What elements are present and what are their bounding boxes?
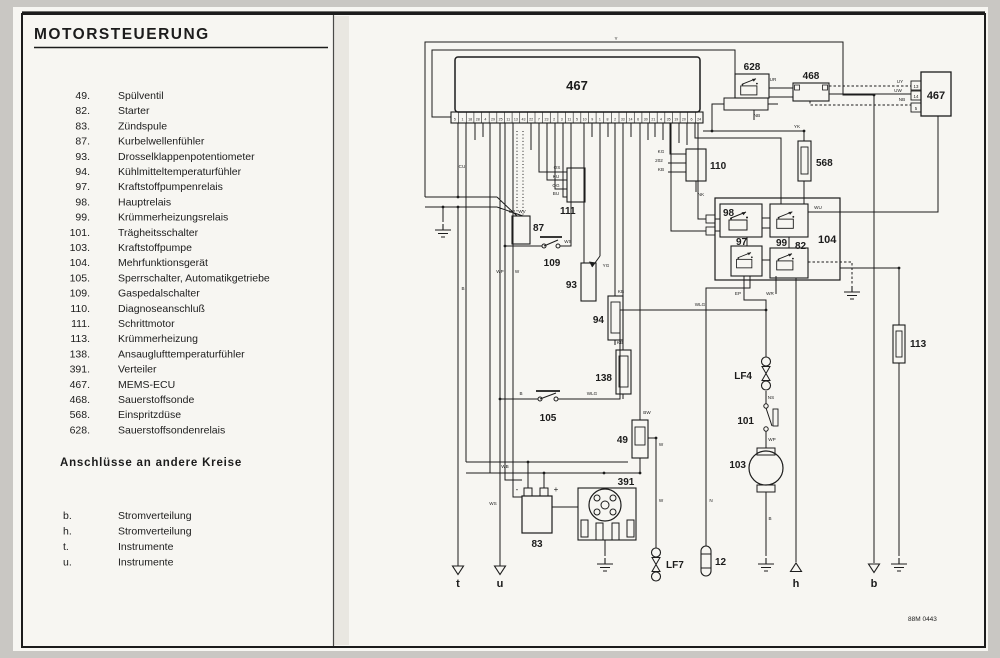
legend-item-number: 138. [69,348,90,361]
wire-label: OG [552,183,560,188]
ecu-pin-number: 25 [498,117,503,122]
cross-ref-key: b. [63,510,72,522]
connector-12-label: 12 [715,557,727,568]
wire-label: BW [643,410,651,415]
wire-label: WS [489,501,497,506]
fuse-lf7-label: LF7 [666,560,684,571]
legend-item-label: Trägheitsschalter [118,226,199,239]
wire-label: 13 [913,84,919,89]
wire-label: WS [564,239,572,244]
legend-item-number: 94. [75,166,90,178]
ecu-pin-number: 13 [513,117,518,122]
starter-label: 82 [795,241,807,252]
terminal-b: b [870,578,878,590]
wire-label: OS [553,165,561,170]
ecu-pin-number: 10 [582,117,587,122]
fuel-pump-label: 103 [729,460,746,471]
legend-item-number: 110. [70,302,90,315]
ecu-pin-number: 5 [576,117,578,122]
fold-shadow [334,16,349,645]
terminal-t: t [456,578,460,590]
wire-label: W [514,269,520,274]
legend-item-label: Ansauglufttemperaturfühler [118,348,245,361]
legend-item-label: Sperrschalter, Automatikgetriebe [118,272,270,285]
legend-item-label: Gaspedalschalter [118,287,200,300]
purge-label: 49 [616,435,628,446]
legend-item-label: Mehrfunktionsgerät [118,257,208,270]
legend-item-number: 391. [69,363,90,376]
ecu-pin-number: 7 [537,117,540,122]
ecu-pin-number: 35 [666,117,671,122]
legend-item-number: 105. [69,272,90,285]
ecu-pin-number: 6 [690,117,693,122]
wire-label: UR [769,77,777,82]
ecu-label: 467 [566,78,588,93]
wire-label: NS [767,395,775,400]
ecu-pin-number: 20 [681,117,686,122]
legend-item-label: Verteiler [118,363,157,376]
drawing-number: 88M 0443 [908,616,937,623]
wire-label: KB [617,289,625,294]
ecu-pin-number: 21 [651,117,656,122]
legend-item-number: 83. [75,120,90,133]
legend-item-number: 93. [75,150,90,163]
wire-label: - [515,485,519,494]
terminal-u: u [496,578,504,590]
cross-refs-heading: Anschlüsse an andere Kreise [60,457,243,469]
ecu-pin-number: 19 [674,117,679,122]
legend-item-number: 111. [71,318,90,330]
wire-label: WB [501,464,509,469]
cross-ref-key: u. [63,556,72,569]
legend-item-label: Kraftstoffpumpenrelais [118,181,223,194]
legend-item-number: 628. [69,424,90,437]
ecu-pin-number: 5 [453,117,456,122]
ecu-pin-number: 30 [643,117,648,122]
throttle-label: 93 [565,280,577,291]
cross-ref-key: h. [63,525,72,538]
page-title: MOTORSTEUERUNG [34,26,210,43]
legend-item-number: 87. [75,135,90,148]
legend-item-label: Sauerstoffsonde [118,394,195,406]
wire-label: UP [508,209,516,214]
ecu-pin-number: 6 [637,117,640,122]
legend-item-label: Diagnoseanschluß [118,302,205,315]
ecu-pin-number: 9 [591,117,594,122]
cross-ref-label: Instrumente [118,556,174,569]
wire-label: BU [552,191,560,196]
crank-label: 87 [533,223,545,234]
wire-label: YK [793,124,801,129]
ecu-pin-number: 33 [620,117,625,122]
manifold-relay-label: 99 [776,238,788,249]
wire-label: KG [657,149,665,154]
legend-item-number: 103. [69,242,90,254]
wire-label: WLG [586,391,598,396]
wire-label: CU [458,164,466,169]
injector-label: 568 [816,158,833,169]
wire-label: WP [496,269,504,274]
ecu-pin-number: 24 [697,117,702,122]
ecu-pin-number: 2 [614,117,617,122]
wire-label: B [768,516,772,521]
ecu-pin-number: 4 [484,117,487,122]
pump-relay-label: 97 [736,237,748,248]
terminal-h: h [792,578,800,590]
pedal-label: 109 [543,258,561,269]
wire-label: N [709,498,713,503]
legend-item-label: Zündspule [118,120,168,133]
ecu-pin-number: 1 [598,117,601,122]
coolant-label: 94 [592,315,604,326]
wire-label: W [658,498,664,503]
wire-label: WU [814,205,822,210]
stepper-label: 111 [560,206,576,217]
legend-item-label: Starter [118,105,150,118]
wire-label: 202 [655,158,663,163]
ecu-pin-number: 43 [521,117,526,122]
wire-label: WV [518,209,526,214]
cross-ref-key: t. [63,541,69,553]
legend-item-label: Kurbelwellenfühler [118,135,205,148]
ecu-pin-number: 28 [475,117,480,122]
fuse-lf4-label: LF4 [734,371,752,382]
legend-item-number: 568. [69,409,90,422]
legend-item-label: Hauptrelais [118,196,172,209]
inhibit-label: 105 [539,413,557,424]
wire-label: + [553,485,559,494]
ecu-pin-number: 4 [660,117,662,122]
wire-label: 5 [914,106,918,111]
wire-label: NK [697,192,705,197]
ecu-pin-number: 8 [606,117,609,122]
wire-label: WLG [694,302,706,307]
ecu-pin-number: 22 [529,117,534,122]
legend-item-number: 99. [75,211,90,224]
ecu-pin-number: 2 [553,117,556,122]
wire-label: 14 [913,94,919,99]
inertia-switch-label: 101 [737,416,754,427]
ecu-pin-number: 3 [560,117,563,122]
main-relay-label: 98 [723,208,735,219]
ecu-pin-number: 18 [468,117,473,122]
legend-item-number: 467. [69,378,90,391]
coil-label: 83 [531,539,543,550]
ecu-connector-label: 467 [926,90,946,102]
ecu-pin-number: 1 [461,117,464,122]
legend-item-number: 98. [75,196,90,209]
legend-item-number: 113. [70,333,90,346]
wire-label: KB [657,167,665,172]
wire-label: Y [614,36,618,41]
wire-label: NB [753,113,761,118]
legend-item-number: 109. [69,287,90,300]
cross-ref-label: Instrumente [118,541,174,553]
ecu-pin-number: 23 [544,117,549,122]
o2-sensor-label: 468 [802,71,820,82]
legend-item-label: Einspritzdüse [118,409,182,422]
legend-item-label: Drosselklappenpotentiometer [118,150,255,163]
legend-item-label: Kraftstoffpumpe [118,242,192,254]
wire-label: UY [896,79,904,84]
legend-item-label: Schrittmotor [118,318,175,330]
legend-item-number: 104. [69,257,90,270]
air-temp-label: 138 [595,373,612,384]
ecu-pin-number: 29 [491,117,495,122]
wire-label: KU [552,174,560,179]
distributor-label: 391 [617,477,635,488]
legend-item-number: 82. [75,105,90,118]
wire-label: UW [894,88,902,93]
wire-label: WP [768,437,776,442]
wire-label: B [461,286,465,291]
ecu-pin-number: 11 [567,117,572,122]
cross-ref-label: Stromverteilung [118,525,192,538]
o2-relay-label: 628 [743,62,761,73]
wire-label: EP [734,291,742,296]
wire-label: W [658,442,664,447]
legend-item-label: MEMS-ECU [118,378,176,391]
diag-label: 110 [710,161,727,172]
legend-item-label: Krümmerheizung [118,333,198,346]
legend-item-number: 97. [75,181,90,194]
legend-item-label: Spülventil [118,90,164,102]
ecu-pin-number: 14 [628,117,633,122]
cross-ref-label: Stromverteilung [118,510,192,522]
legend-item-label: Kühlmitteltemperaturfühler [118,166,242,178]
ecu-pin-number: 11 [506,117,511,122]
wire-label: NB [898,97,906,102]
legend-item-label: Sauerstoffsondenrelais [118,424,226,437]
wire-label: KB [616,340,624,345]
wire-label: YG [602,263,610,268]
legend-item-number: 101. [69,226,90,239]
wire-label: WR [766,291,774,296]
legend-item-number: 468. [69,394,90,406]
legend-item-label: Krümmerheizungsrelais [118,211,229,224]
manifold-heater-label: 113 [910,339,927,350]
wire-label: B [519,391,523,396]
multi-unit-label: 104 [818,234,837,246]
legend-item-number: 49. [75,90,90,102]
